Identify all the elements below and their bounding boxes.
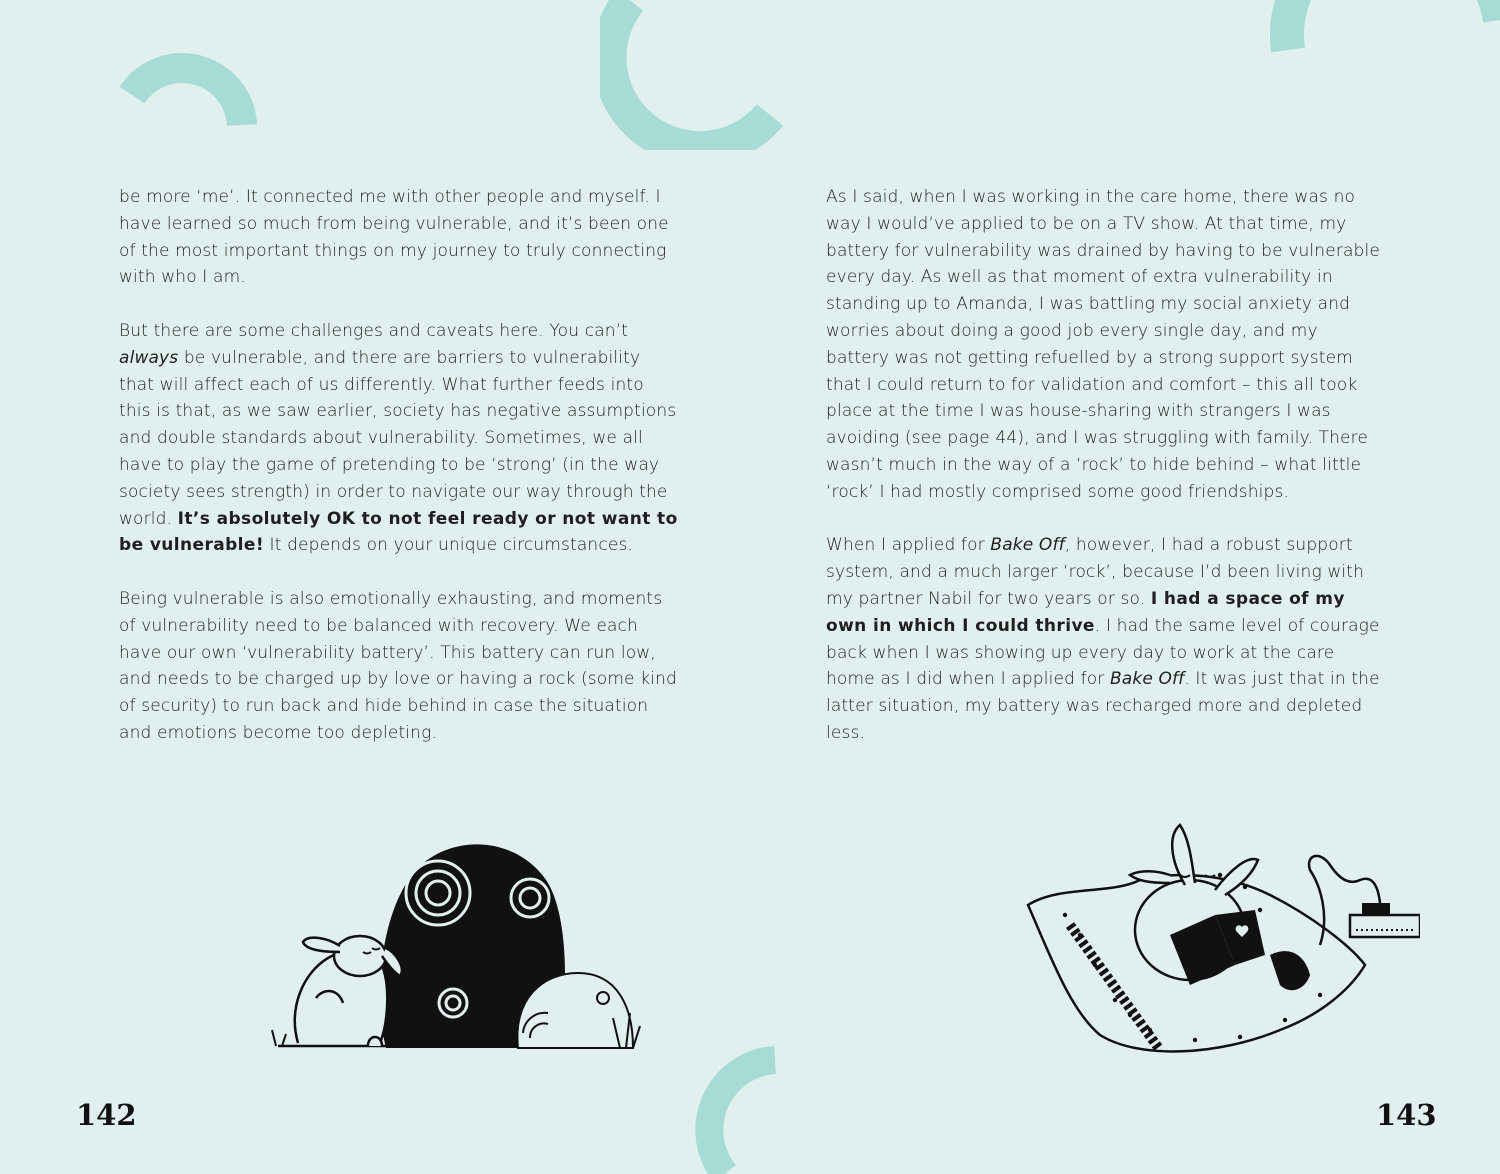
- italic-text: Bake Off: [990, 535, 1065, 556]
- left-paragraph-2: [119, 318, 679, 559]
- text-run: When I applied for: [826, 535, 991, 556]
- italic-text: Bake Off: [1109, 669, 1185, 690]
- text-run: , however, I had a robust support system, and a much larger ‘rock’, because I’d been living with my partner Nabil for two years or so.: [826, 535, 1365, 609]
- left-paragraph-1: be more ‘me’. It connected me with other people and myself. I have learned so much from being vulnerable, and it’s been one of the most important things on my journey to truly connecting with who I am.: [119, 187, 669, 288]
- bunny-reading-on-charging-cushion-icon: [1020, 815, 1420, 1077]
- text-run: . I had the same level of courage back when I was showing up every day to work at the care home as I did when I applied for: [826, 615, 1380, 690]
- page-number: 143: [1376, 1098, 1437, 1132]
- left-page-body: [119, 184, 679, 747]
- text-run: It depends on your unique circumstances.: [264, 535, 634, 556]
- text-run: be vulnerable, and there are barriers to vulnerability that will affect each of us differently. What further feeds into this is that, as we saw earlier, society has negative assumptions and double standards about vulnerability. Sometimes, we all have to play the game of pretending to be ‘strong’ (in the way society sees strength) in order to navigate our way through the world.: [119, 347, 677, 529]
- bunny-leaning-on-rock-icon: [268, 838, 653, 1053]
- bold-callout: I had a space of my own in which I could thrive: [826, 588, 1345, 636]
- bold-callout: It’s absolutely OK to not feel ready or not want to be vulnerable!: [119, 508, 678, 556]
- right-page-body: [826, 184, 1386, 747]
- right-paragraph-1: As I said, when I was working in the care home, there was no way I would’ve applied to be on a TV show. At that time, my battery for vulnerability was drained by having to be vulnerable every day. As well as that moment of extra vulnerability in standing up to Amanda, I was battling my social anxiety and worries about doing a good job every single day, and my battery was not getting refuelled by a strong support system that I could return to for validation and comfort – this all took place at the time I was house-sharing with strangers I was avoiding (see page 44), and I was struggling with family. There wasn’t much in the way of a ‘rock’ to hide behind – what little ‘rock’ I had mostly comprised some good friendships.: [826, 187, 1380, 502]
- left-paragraph-3: Being vulnerable is also emotionally exhausting, and moments of vulnerability need to be balanced with recovery. We each have our own ‘vulnerability battery’. This battery can run low, and needs to be charged up by love or having a rock (some kind of security) to run back and hide behind in case the situation and emotions become too depleting.: [119, 588, 677, 743]
- italic-text: always: [119, 347, 179, 368]
- page-number: 142: [76, 1098, 137, 1132]
- right-page: [750, 0, 1500, 1174]
- text-run: . It was just that in the latter situation, my battery was recharged more and depleted less.: [826, 669, 1380, 743]
- text-run: But there are some challenges and caveats here. You can’t: [119, 320, 629, 341]
- right-paragraph-2: [826, 532, 1386, 746]
